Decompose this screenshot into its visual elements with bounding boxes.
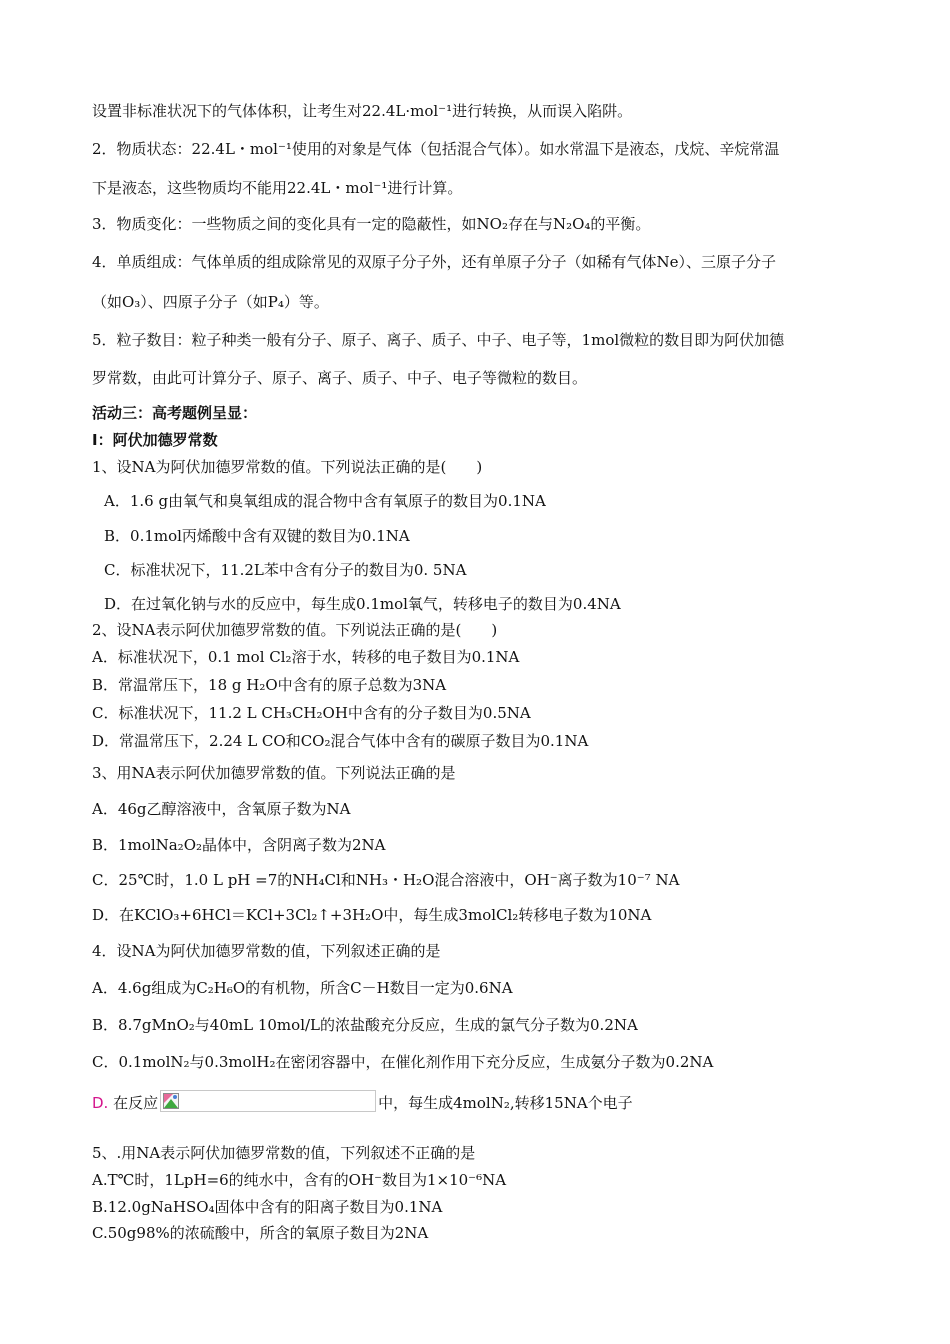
question-option: B．1molNa₂O₂晶体中，含阴离子数为2NA [92,836,386,854]
text-line: 4．单质组成：气体单质的组成除常见的双原子分子外，还有单原子分子（如稀有气体Ne）、三原子分子 [92,253,777,271]
question-stem: 3、用NA表示阿伏加德罗常数的值。下列说法正确的是 [92,764,456,782]
question-option: A．1.6 g由氧气和臭氧组成的混合物中含有氧原子的数目为0.1NA [104,492,546,510]
text-line: （如O₃）、四原子分子（如P₄）等。 [92,293,329,311]
question-option: A．46g乙醇溶液中，含氧原子数为NA [92,800,351,818]
text-line: 下是液态，这些物质均不能用22.4L・mol⁻¹进行计算。 [92,179,463,197]
option-text: 在反应 [113,1094,159,1112]
question-option: C．0.1molN₂与0.3molH₂在密闭容器中，在催化剂作用下充分反应，生成氨分子数为0.2NA [92,1053,714,1071]
question-stem: 1、设NA为阿伏加德罗常数的值。下列说法正确的是( ) [92,458,483,476]
question-option: B．常温常压下，18 g H₂O中含有的原子总数为3NA [92,676,447,694]
question-option: D．常温常压下，2.24 L CO和CO₂混合气体中含有的碳原子数目为0.1NA [92,732,589,750]
question-option: C．标准状况下，11.2L苯中含有分子的数目为0. 5NA [104,561,467,579]
text-line: 设置非标准状况下的气体体积，让考生对22.4L·mol⁻¹进行转换，从而误入陷阱。 [92,102,633,120]
option-text: 中，每生成4molN₂,转移15NA个电子 [378,1094,633,1112]
question-option: B．0.1mol丙烯酸中含有双键的数目为0.1NA [104,527,410,545]
question-option: C.50g98%的浓硫酸中，所含的氧原子数目为2NA [92,1224,429,1242]
question-stem: 4．设NA为阿伏加德罗常数的值，下列叙述正确的是 [92,942,441,960]
question-stem: 5、.用NA表示阿伏加德罗常数的值，下列叙述不正确的是 [92,1144,476,1162]
question-option: D．在过氧化钠与水的反应中，每生成0.1mol氧气，转移电子的数目为0.4NA [104,595,621,613]
question-option: C．25℃时，1.0 L pH =7的NH₄Cl和NH₃・H₂O混合溶液中，OH⁻离子数为10⁻⁷ NA [92,871,680,889]
question-option: C．标准状况下，11.2 L CH₃CH₂OH中含有的分子数目为0.5NA [92,704,531,722]
question-option: A．4.6g组成为C₂H₆O的有机物，所含C－H数目一定为0.6NA [92,979,513,997]
question-stem: 2、设NA表示阿伏加德罗常数的值。下列说法正确的是( ) [92,621,498,639]
text-line: 5．粒子数目：粒子种类一般有分子、原子、离子、质子、中子、电子等，1mol微粒的数目即为阿伏加德 [92,331,785,349]
question-option: B．8.7gMnO₂与40mL 10mol/L的浓盐酸充分反应，生成的氯气分子数为0.2NA [92,1016,638,1034]
question-option [92,1090,633,1113]
question-option: A．标准状况下，0.1 mol Cl₂溶于水，转移的电子数目为0.1NA [92,648,520,666]
broken-image-placeholder [160,1090,376,1112]
text-line: 3．物质变化：一些物质之间的变化具有一定的隐蔽性，如NO₂存在与N₂O₄的平衡。 [92,215,651,233]
question-option: A.T℃时，1LpH=6的纯水中，含有的OH⁻数目为1×10⁻⁶NA [92,1171,507,1189]
option-label: D. [92,1094,109,1112]
text-line: 2．物质状态：22.4L・mol⁻¹使用的对象是气体（包括混合气体）。如水常温下是液态，戊烷、辛烷常温 [92,140,780,158]
broken-image-icon [163,1093,179,1109]
question-option: B.12.0gNaHSO₄固体中含有的阳离子数目为0.1NA [92,1198,443,1216]
section-heading: 活动三：高考题例呈显： [92,404,258,422]
section-heading: I：阿伏加德罗常数 [92,431,218,449]
question-option: D．在KClO₃+6HCl＝KCl+3Cl₂↑+3H₂O中，每生成3molCl₂转移电子数为10NA [92,906,652,924]
text-line: 罗常数，由此可计算分子、原子、离子、质子、中子、电子等微粒的数目。 [92,369,588,387]
